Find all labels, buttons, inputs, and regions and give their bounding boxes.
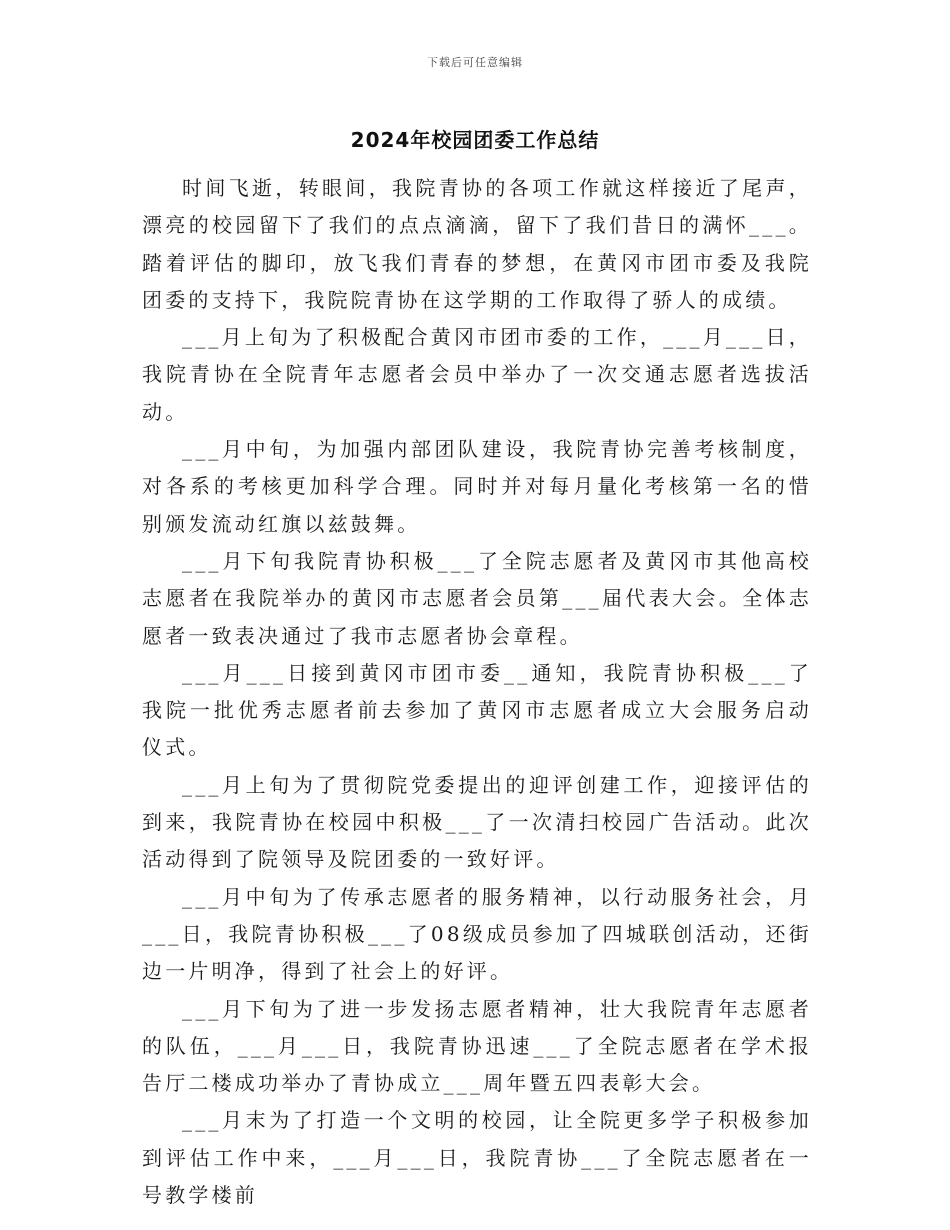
paragraph: ___月下旬为了进一步发扬志愿者精神，壮大我院青年志愿者的队伍，___月___日，我院青协迅速___了全院志愿者在学术报告厅二楼成功举办了青协成立___周年暨五四表彰大会。 bbox=[142, 996, 812, 1096]
document-title: 2024年校园团委工作总结 bbox=[350, 128, 600, 152]
paragraph: ___月上旬为了积极配合黄冈市团市委的工作，___月___日，我院青协在全院青年志愿者会员中举办了一次交通志愿者选拔活动。 bbox=[142, 325, 812, 424]
paragraph: ___月上旬为了贯彻院党委提出的迎评创建工作，迎接评估的到来，我院青协在校园中积极___了一次清扫校园广告活动。此次活动得到了院领导及院团委的一致好评。 bbox=[142, 772, 812, 872]
paragraph: ___月末为了打造一个文明的校园，让全院更多学子积极参加到评估工作中来，___月___日，我院青协___了全院志愿者在一号教学楼前 bbox=[142, 1108, 812, 1208]
paragraph: ___月中旬为了传承志愿者的服务精神，以行动服务社会，月___日，我院青协积极___了08级成员参加了四城联创活动，还街边一片明净，得到了社会上的好评。 bbox=[142, 884, 812, 984]
document-body bbox=[142, 170, 812, 1214]
paragraph: ___月下旬我院青协积极___了全院志愿者及黄冈市其他高校志愿者在我院举办的黄冈市志愿者会员第___届代表大会。全体志愿者一致表决通过了我市志愿者协会章程。 bbox=[142, 548, 812, 648]
paragraph: 时间飞逝，转眼间，我院青协的各项工作就这样接近了尾声，漂亮的校园留下了我们的点点滴滴，留下了我们昔日的满怀___。踏着评估的脚印，放飞我们青春的梦想，在黄冈市团市委及我院团委的支持下，我院院青协在这学期的工作取得了骄人的成绩。 bbox=[142, 176, 812, 312]
paragraph: ___月___日接到黄冈市团市委__通知，我院青协积极___了我院一批优秀志愿者前去参加了黄冈市志愿者成立大会服务启动仪式。 bbox=[142, 660, 812, 760]
paragraph: ___月中旬，为加强内部团队建设，我院青协完善考核制度，对各系的考核更加科学合理。同时并对每月量化考核第一名的惜别颁发流动红旗以兹鼓舞。 bbox=[142, 437, 812, 536]
page-header-note: 下载后可任意编辑 bbox=[427, 56, 523, 69]
